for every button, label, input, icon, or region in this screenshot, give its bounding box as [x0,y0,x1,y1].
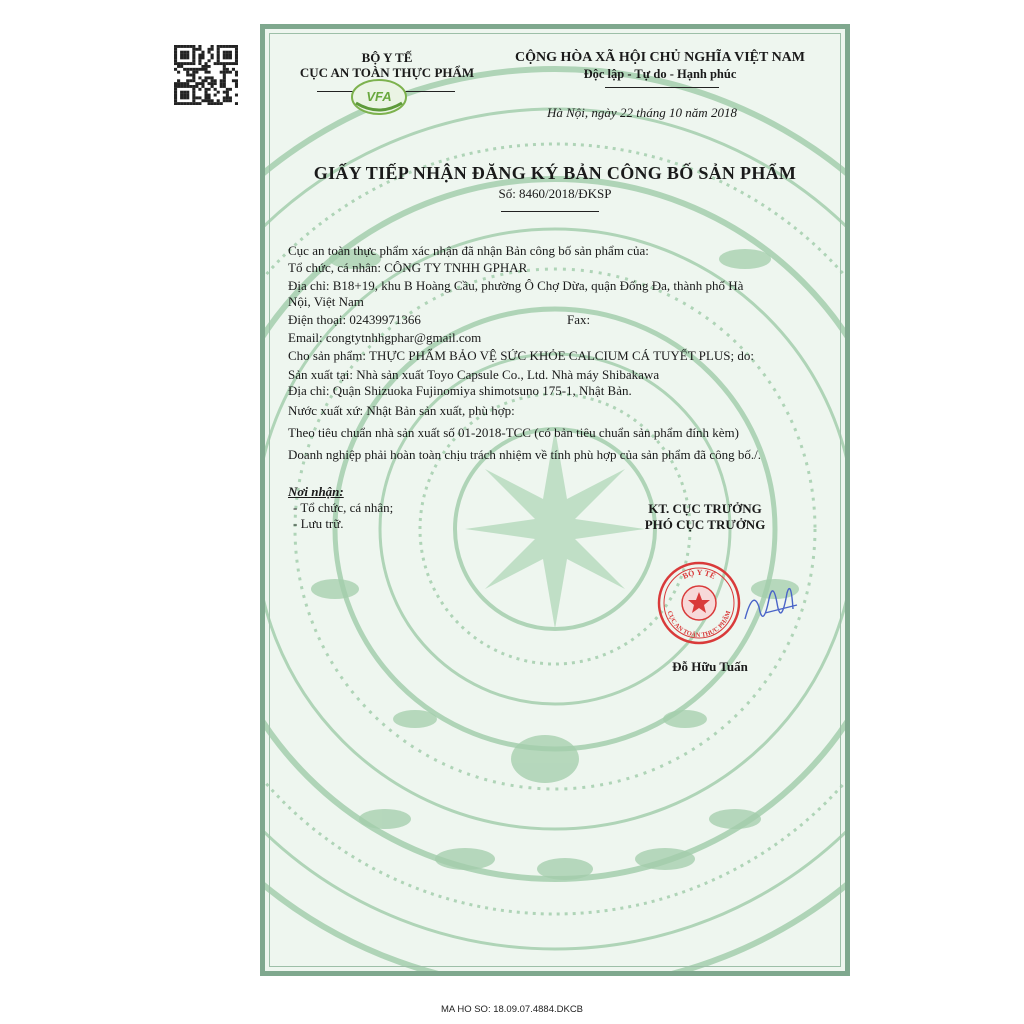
ministry-header [287,50,487,80]
stamp-text-bottom: CỤC AN TOÀN THỰC PHẨM [665,610,733,640]
qr-code [174,45,238,105]
body-org: Tổ chức, cá nhân: CÔNG TY TNHH GPHAR [288,260,528,275]
stamp-text-top: BỘ Y TẾ [680,567,718,581]
body-responsibility: Doanh nghiệp phải hoàn toàn chịu trách nhiệm về tính phù hợp của sản phẩm đã công bố./. [288,447,761,462]
vfa-logo [348,77,410,117]
nation-name: CỘNG HÒA XÃ HỘI CHỦ NGHĨA VIỆT NAM [514,50,805,65]
body-address-1: Địa chỉ: B18+19, khu B Hoàng Cầu, phường Ô Chợ Dừa, quận Đống Đa, thành phố Hà [288,278,744,293]
body-intro: Cục an toàn thực phẩm xác nhận đã nhận Bản công bố sản phẩm của: [288,243,649,258]
signer-title-2: PHÓ CỤC TRƯỞNG [644,517,766,532]
recipient-item: - Lưu trữ. [293,516,344,531]
body-email: Email: congtytnhhgphar@gmail.com [288,330,482,345]
nation-header [495,50,825,82]
signer-title-1: KT. CỤC TRƯỞNG [648,501,762,516]
document-title: GIẤY TIẾP NHẬN ĐĂNG KÝ BẢN CÔNG BỐ SẢN PHẨM [313,163,797,183]
body-origin: Nước xuất xứ: Nhật Bản sản xuất, phù hợp: [288,403,515,418]
body-phone: Điện thoại: 02439971366 [288,312,421,327]
body-fax: Fax: [567,312,591,327]
header-right-underline [605,87,719,88]
body-product: Cho sản phẩm: THỰC PHẨM BẢO VỆ SỨC KHỎE CALCIUM CÁ TUYẾT PLUS; do: [288,348,754,363]
handwritten-signature [735,569,805,639]
certificate [260,24,850,976]
body-mfr-address: Địa chỉ: Quận Shizuoka Fujinomiya shimotsuno 175-1, Nhật Bản. [288,383,632,398]
ministry-name: BỘ Y TẾ [361,50,413,65]
body-address-2: Nội, Việt Nam [288,294,364,309]
official-stamp [657,561,741,645]
dossier-code: MA HO SO: 18.09.07.4884.DKCB [440,1004,584,1015]
vfa-logo-text: VFA [366,89,392,104]
signer-name: Đỗ Hữu Tuấn [672,659,748,674]
title-underline [501,211,599,212]
body-standard: Theo tiêu chuẩn nhà sản xuất số 01-2018-TCC (có bản tiêu chuẩn sản phẩm đính kèm) [288,425,739,440]
recipient-item: - Tổ chức, cá nhân; [293,500,394,515]
document-number: Số: 8460/2018/ĐKSP [498,186,612,201]
body-manufacturer: Sản xuất tại: Nhà sản xuất Toyo Capsule Co., Ltd. Nhà máy Shibakawa [288,367,660,382]
agency-name: CỤC AN TOÀN THỰC PHẨM [299,65,475,80]
issue-date: Hà Nội, ngày 22 tháng 10 năm 2018 [547,105,737,120]
recipients-label: Nơi nhận: [288,484,344,499]
nation-motto: Độc lập - Tự do - Hạnh phúc [583,67,737,81]
